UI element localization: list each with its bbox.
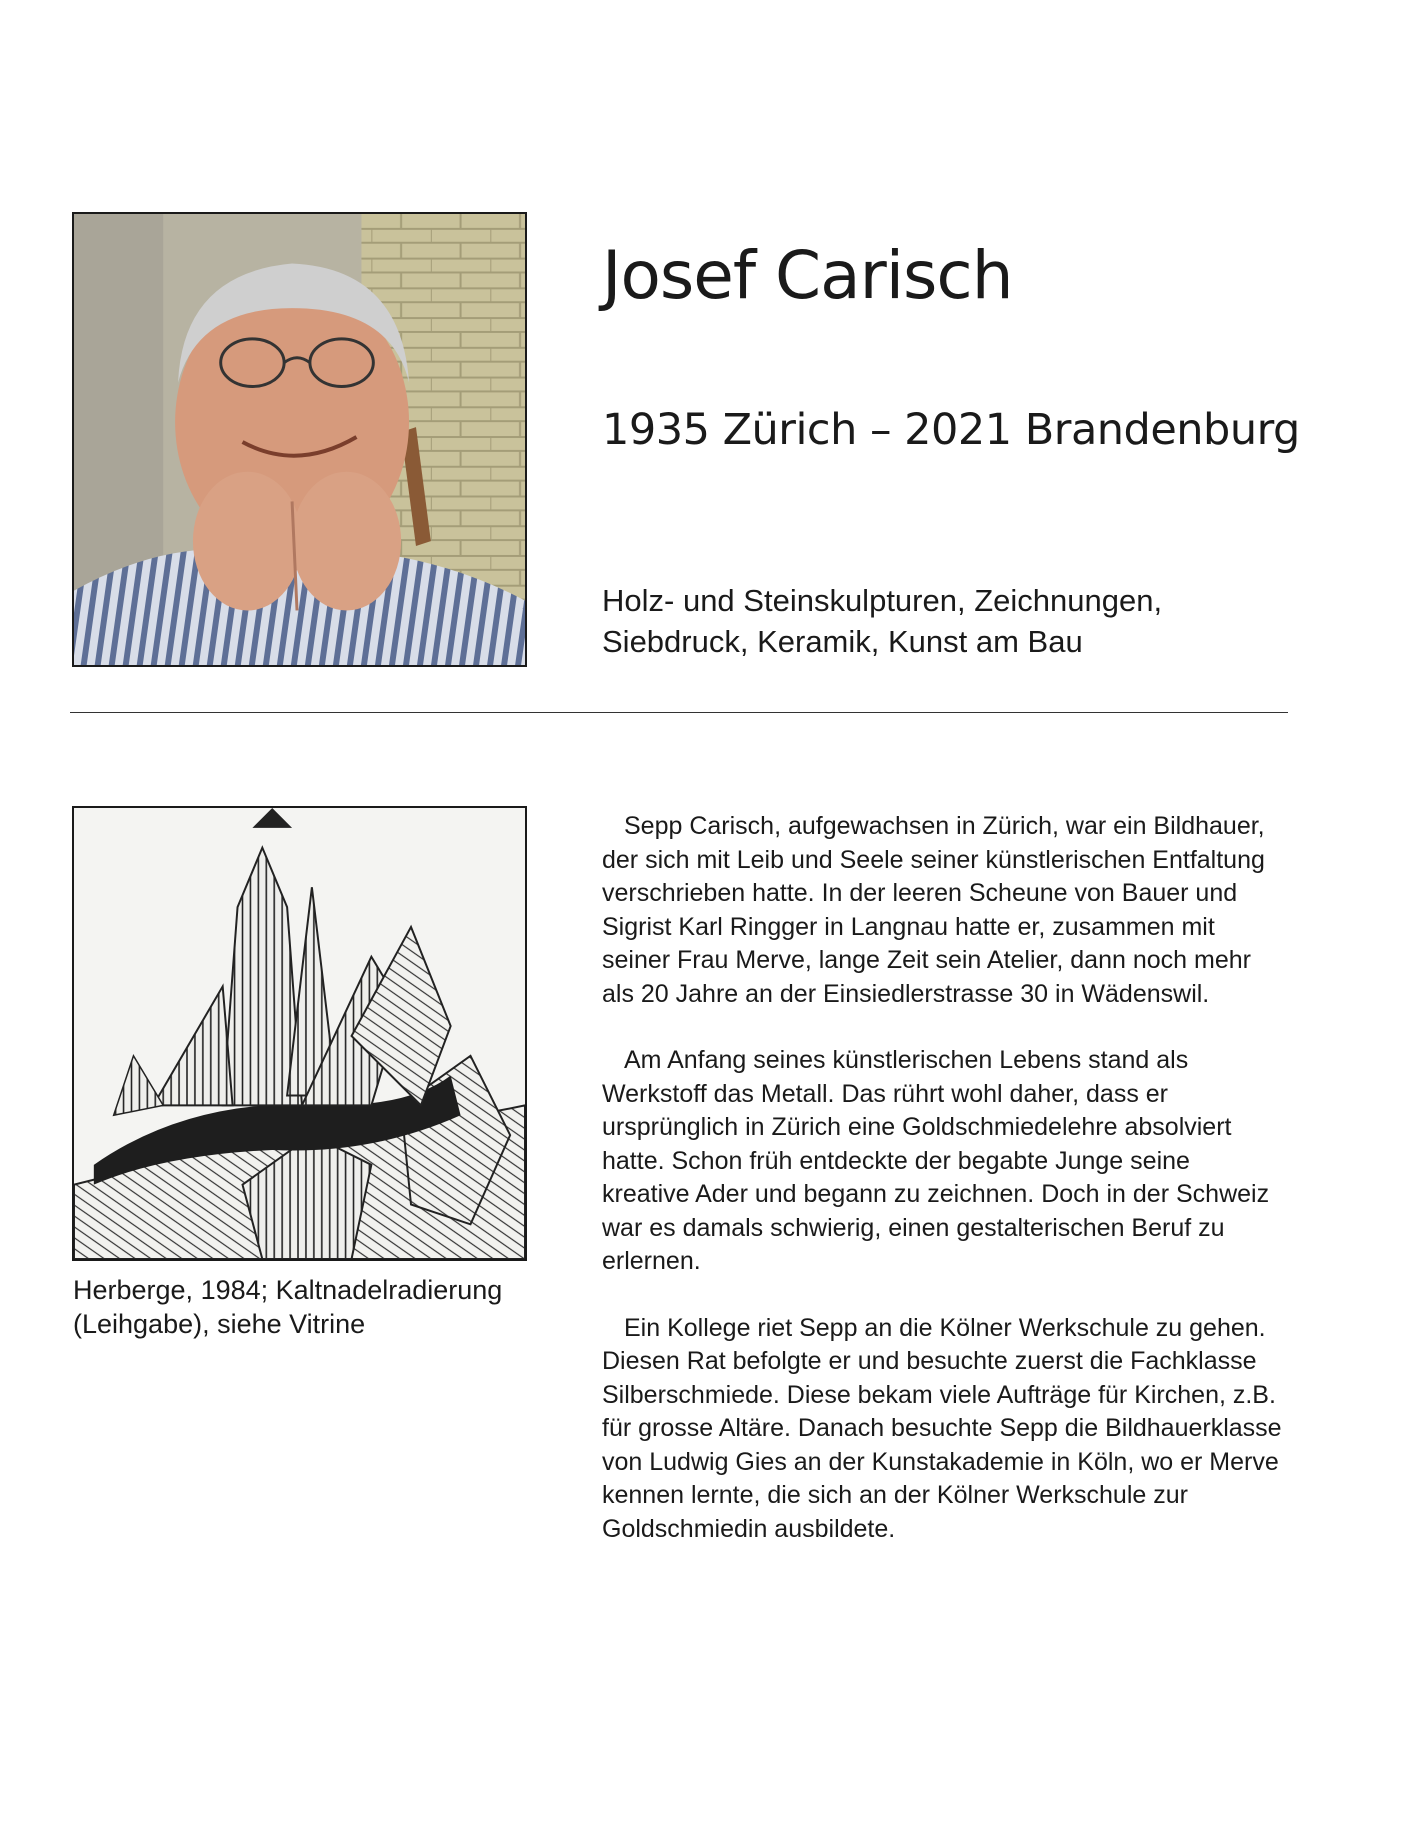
artwork-etching-image (72, 806, 527, 1261)
biography-text (602, 810, 1282, 1579)
artwork-caption: Herberge, 1984; Kaltnadelradierung (Leihgabe), siehe Vitrine (73, 1275, 503, 1339)
biography-paragraph: Am Anfang seines künstlerischen Lebens stand als Werkstoff das Metall. Das rührt wohl daher, dass er ursprünglich in Zürich eine Goldschmiedelehre absolviert hatte. Schon früh entdeckte der begabte Junge seine kreative Ader und begann zu zeichnen. Doch in der Schweiz war es damals schwierig, einen gestalterischen Beruf zu erlernen. (602, 1046, 1270, 1275)
section-divider (70, 712, 1288, 713)
biography-paragraph: Ein Kollege riet Sepp an die Kölner Werkschule zu gehen. Diesen Rat befolgte er und besuchte zuerst die Fachklasse Silberschmiede. Diese bekam viele Aufträge für Kirchen, z.B. für grosse Altäre. Danach besuchte Sepp die Bildhauerklasse von Ludwig Gies an der Kunstakademie in Köln, wo er Merve kennen lernte, die sich an der Kölner Werkschule zur Goldschmiedin ausbildete. (602, 1313, 1282, 1543)
artist-name: Josef Carisch (602, 237, 1013, 314)
biography-paragraph: Sepp Carisch, aufgewachsen in Zürich, war ein Bildhauer, der sich mit Leib und Seele seiner künstlerischen Entfaltung verschrieben hatte. In der leeren Scheune von Bauer und Sigrist Karl Ringger in Langnau hatte er, zusammen mit seiner Frau Merve, lange Zeit sein Atelier, dann noch mehr als 20 Jahre an der Einsiedlerstrasse 30 in Wädenswil. (602, 812, 1265, 1008)
artist-media: Holz- und Steinskulpturen, Zeichnungen, Siebdruck, Keramik, Kunst am Bau (602, 583, 1163, 659)
artist-portrait-photo (72, 212, 527, 667)
artist-life-dates: 1935 Zürich – 2021 Brandenburg (602, 405, 1300, 455)
